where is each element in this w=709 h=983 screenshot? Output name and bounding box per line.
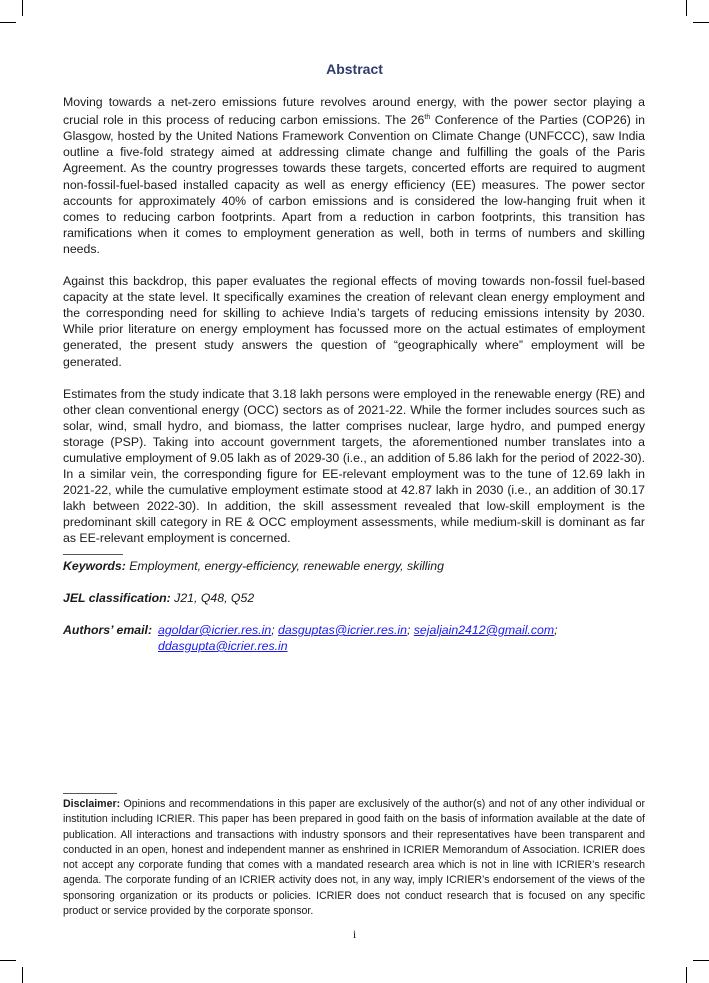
abstract-paragraph-1 — [63, 94, 645, 257]
abstract-paragraph-3: Estimates from the study indicate that 3.18 lakh persons were employed in the renewable energy (RE) and other clean conventional energy (OCC) sectors as of 2021-22. While the former includes sources such as solar, wind, small hydro, and biomass, the latter comprises nuclear, large hydro, and pumped energy storage (PSP). Taking into account government targets, the aforementioned number translates into a cumulative employment of 9.05 lakh as of 2029-30 (i.e., an addition of 5.86 lakh for the period of 2022-30). In a similar vein, the corresponding figure for EE-relevant employment was to the tune of 12.69 lakh in 2021-22, while the cumulative employment estimate stood at 42.87 lakh in 2030 (i.e., an addition of 30.17 lakh between 2022-30). In addition, the skill assessment revealed that low-skill employment is the predominant skill category in RE & OCC employment assessments, while medium-skill is dominant as far as EE-relevant employment is concerned. — [63, 386, 645, 546]
p1-text-end: Conference of the Parties (COP26) in Glasgow, hosted by the United Nations Framework Convention on Climate Change (UNFCCC), saw India outline a five-fold strategy aimed at addressing climate change and fulfilling the goals of the Paris Agreement. As the country progresses towards these targets, concerted efforts are required to augment non-fossil-fuel-based installed capacity as well as energy efficiency (EE) measures. The power sector accounts for approximately 40% of carbon emissions and is considered the low-hanging fruit when it comes to reducing carbon footprints. Apart from a reduction in carbon footprints, this transition has ramifications when it comes to employment generation as well, both in terms of numbers and skilling needs. — [63, 113, 645, 256]
p1-text-start: Moving towards a net-zero emissions future revolves around energy, with the power sector playing a crucial role in this process of reducing carbon emissions. The 26 — [63, 95, 645, 128]
email-separator: ; — [271, 623, 279, 637]
jel-label: JEL classification: — [63, 591, 171, 605]
page-number: i — [352, 927, 357, 941]
crop-mark-bottom-right-v — [686, 967, 687, 983]
email-separator: ; — [406, 623, 414, 637]
email-link-ddasgupta[interactable]: ddasgupta@icrier.res.in — [158, 639, 288, 653]
email-link-sejaljain[interactable]: sejaljain2412@gmail.com — [413, 623, 555, 637]
disclaimer-label: Disclaimer: — [63, 798, 121, 810]
page-title: Abstract — [326, 61, 383, 77]
disclaimer-divider — [63, 793, 117, 794]
jel-value: J21, Q48, Q52 — [170, 591, 255, 605]
p1-superscript: th — [424, 114, 431, 122]
crop-mark-bottom-left-h — [0, 960, 16, 961]
email-link-agoldar[interactable]: agoldar@icrier.res.in — [158, 623, 272, 637]
keywords-line — [63, 558, 444, 574]
abstract-paragraph-2: Against this backdrop, this paper evaluates the regional effects of moving towards non-fossil fuel-based capacity at the state level. It specifically examines the creation of relevant clean energy employment and the corresponding need for skilling to achieve India’s targets of reducing emissions intensity by 2030. While prior literature on energy employment has focussed more on the actual estimates of employment generated, the present study answers the question of “geographically where” employment will be generated. — [63, 274, 645, 369]
crop-mark-top-left-v — [22, 0, 23, 16]
keywords-label: Keywords: — [63, 559, 126, 573]
crop-mark-top-right-h — [693, 22, 709, 23]
keywords-divider — [63, 554, 123, 555]
jel-line — [63, 590, 254, 606]
disclaimer-body: Opinions and recommendations in this paper are exclusively of the author(s) and not of any other individual or institution including ICRIER. This paper has been prepared in good faith on the basis of information available at the date of publication. All interactions and transactions with industry sponsors and their representatives have been transparent and conducted in an open, honest and independent manner as enshrined in ICRIER Memorandum of Association. ICRIER does not accept any corporate funding that comes with a mandated research area which is not in line with ICRIER’s research agenda. The corporate funding of an ICRIER activity does not, in any way, imply ICRIER’s endorsement of the views of the sponsoring organization or its products or policies. ICRIER does not conduct research that is focused on any specific product or service provided by the corporate sponsor. — [63, 798, 645, 918]
crop-mark-bottom-left-v — [22, 967, 23, 983]
authors-email-label-line — [63, 622, 152, 638]
crop-mark-top-left-h — [0, 22, 16, 23]
keywords-value: Employment, energy-efficiency, renewable energy, skilling — [125, 559, 444, 573]
abstract-body — [63, 94, 645, 563]
email-separator: ; — [554, 623, 558, 637]
crop-mark-bottom-right-h — [693, 960, 709, 961]
disclaimer-text — [63, 797, 645, 919]
email-link-dasguptas[interactable]: dasguptas@icrier.res.in — [278, 623, 407, 637]
crop-mark-top-right-v — [686, 0, 687, 16]
authors-email-list — [158, 622, 578, 654]
authors-email-label: Authors’ email: — [63, 623, 153, 637]
